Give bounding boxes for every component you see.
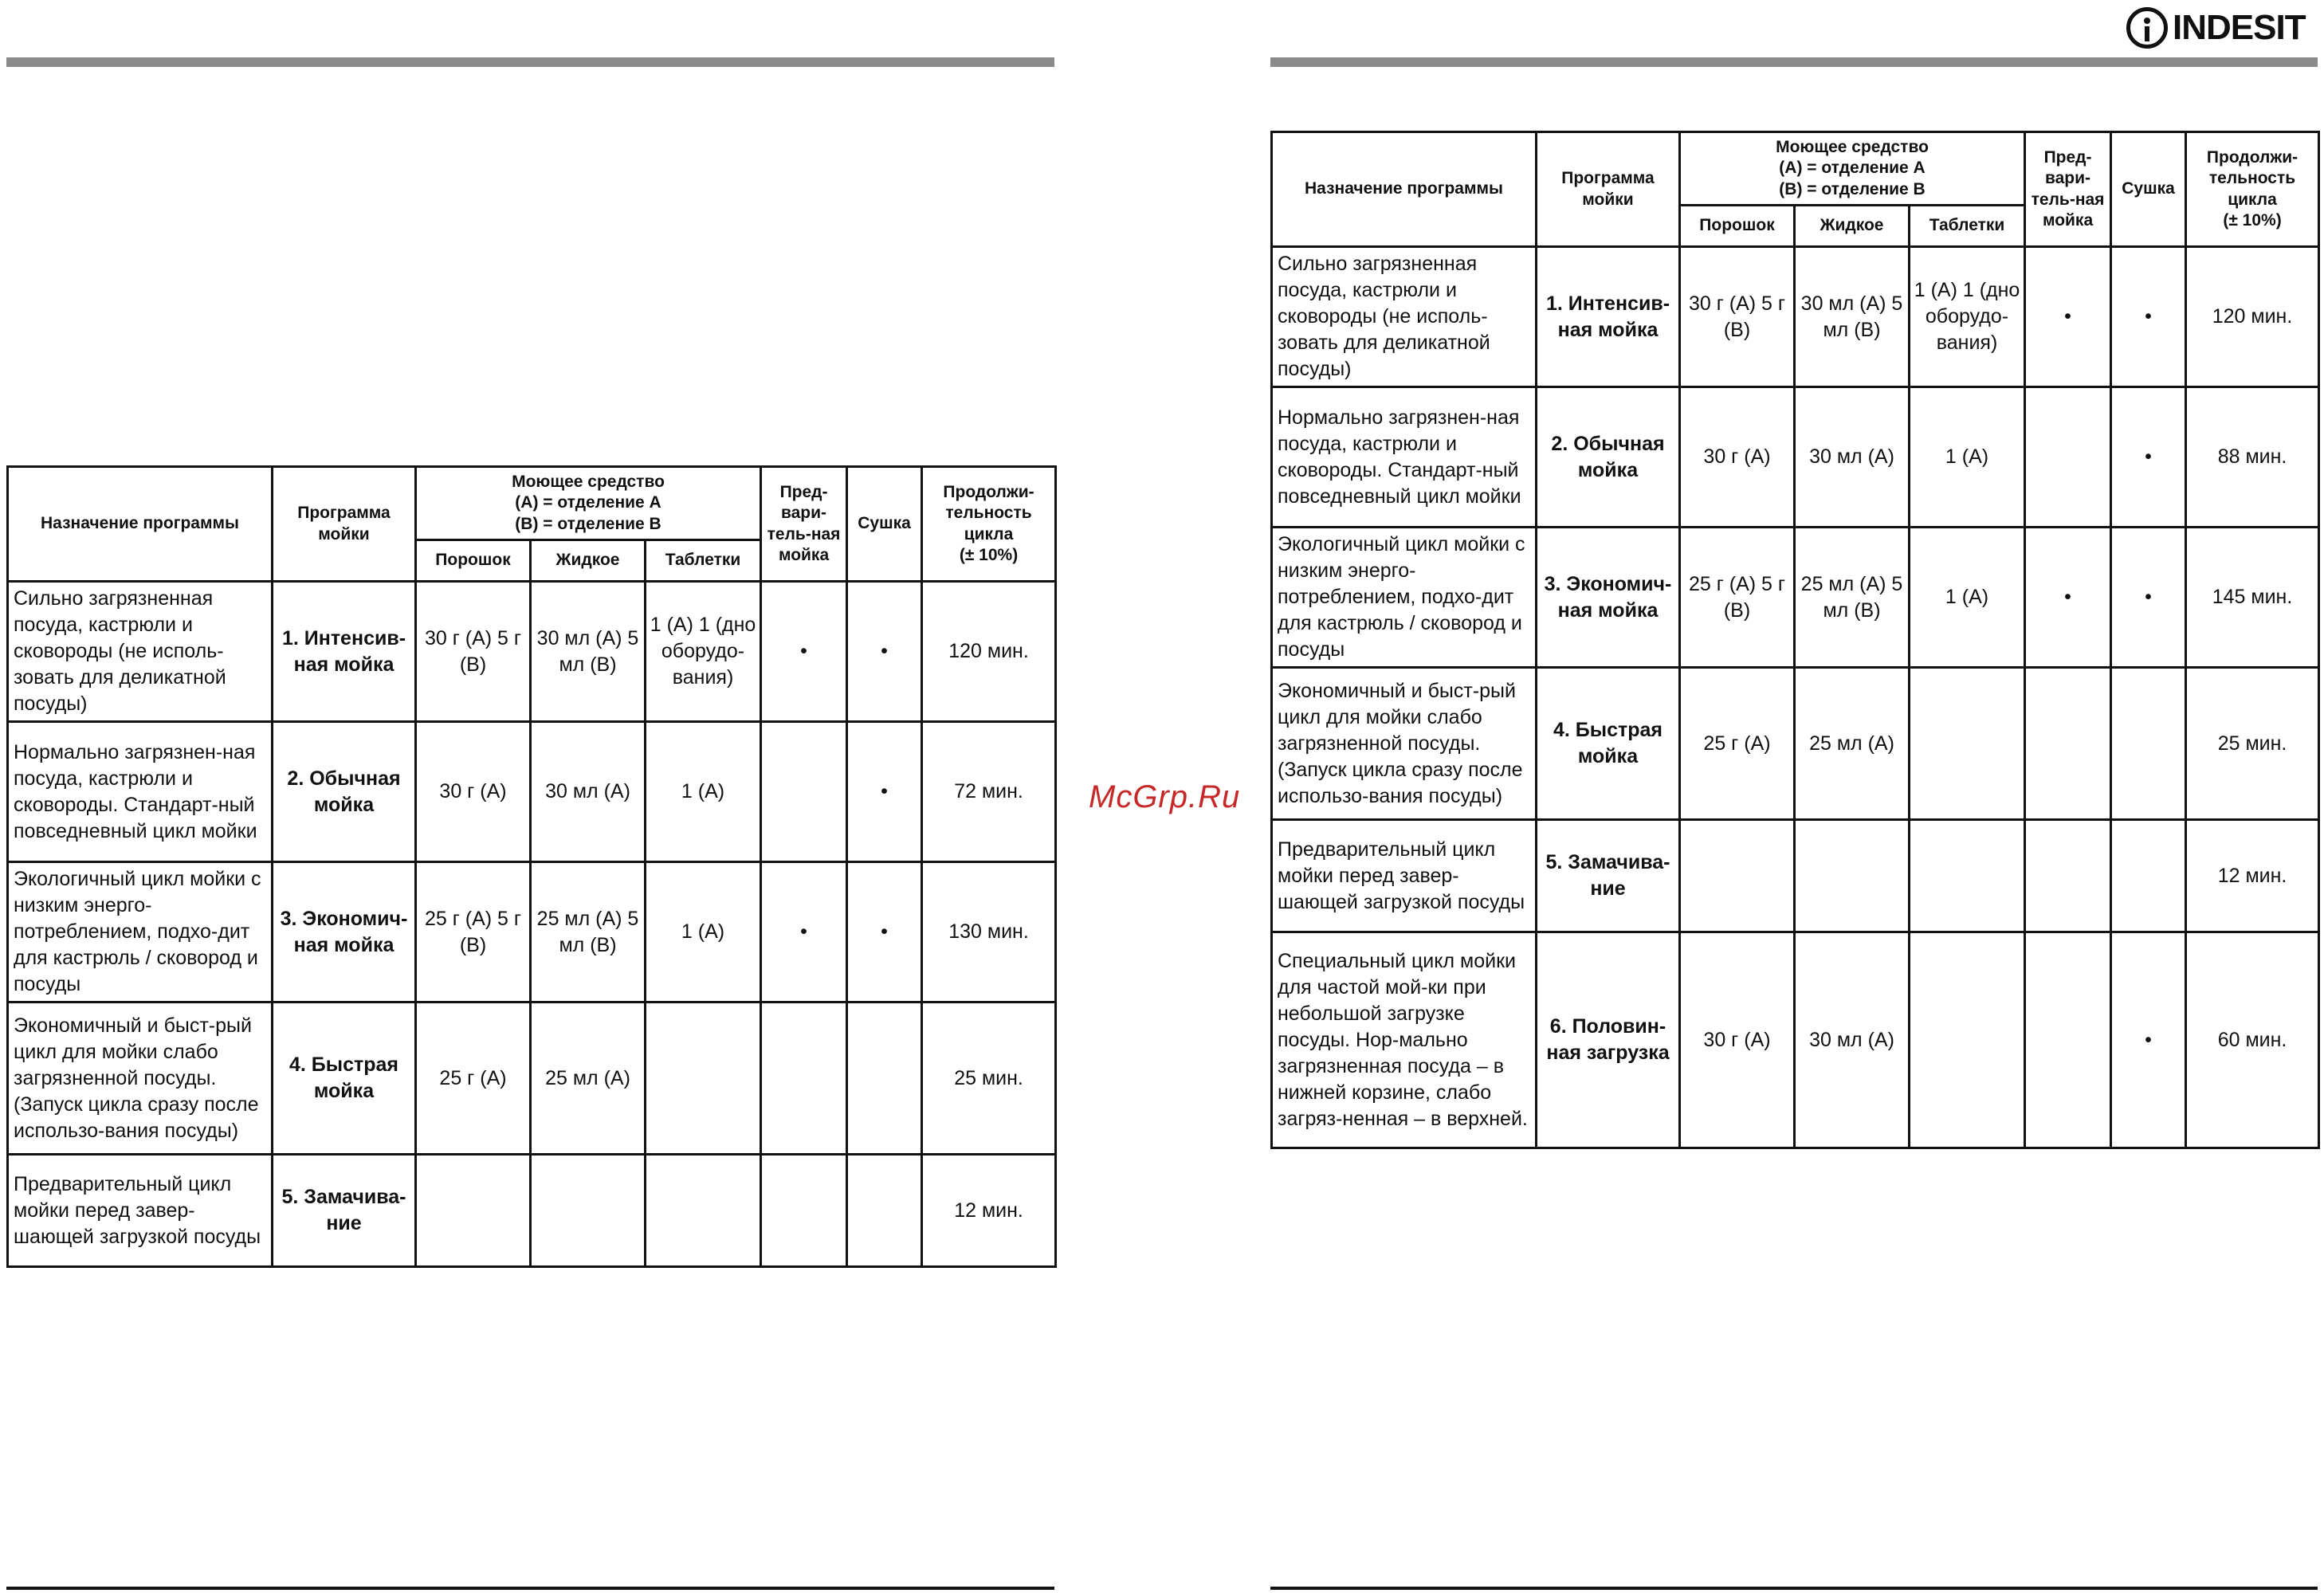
header-detergent-title: Моющее средство: [1776, 138, 1929, 157]
footer-rule-left: [6, 1587, 1054, 1590]
header-purpose: Назначение программы: [1272, 132, 1537, 247]
row-program: 1. Интенсив-ная мойка: [1537, 247, 1680, 387]
row-tablets: [646, 1002, 761, 1155]
header-powder: Порошок: [1680, 206, 1795, 247]
header-rule-right: [1270, 57, 2318, 67]
header-detergent-b: (B) = отделение B: [515, 514, 661, 533]
row-purpose: Экологичный цикл мойки с низким энерго-потреблением, подхо-дит для кастрюль / сковород и посуды: [1272, 528, 1537, 668]
row-tablets: 1 (A): [646, 722, 761, 862]
row-program: 3. Экономич-ная мойка: [1537, 528, 1680, 668]
row-drying: •: [2111, 247, 2186, 387]
row-purpose: Экологичный цикл мойки с низким энерго-потреблением, подхо-дит для кастрюль / сковород и посуды: [8, 862, 273, 1002]
row-tablets: 1 (A) 1 (дно оборудо-вания): [1910, 247, 2025, 387]
table-row: [1272, 668, 2319, 820]
row-program: 2. Обычная мойка: [273, 722, 416, 862]
header-liquid: Жидкое: [531, 540, 646, 582]
watermark: McGrp.Ru: [1089, 779, 1241, 814]
table-row: [1272, 387, 2319, 528]
row-program: 3. Экономич-ная мойка: [273, 862, 416, 1002]
header-detergent-a: (A) = отделение A: [515, 493, 661, 512]
row-tablets: [1910, 668, 2025, 820]
row-drying: [2111, 820, 2186, 932]
row-duration: 25 мин.: [2186, 668, 2319, 820]
row-purpose: Нормально загрязнен-ная посуда, кастрюли и сковороды. Стандарт-ный повседневный цикл мойки: [8, 722, 273, 862]
row-duration: 120 мин.: [2186, 247, 2319, 387]
row-program: 4. Быстрая мойка: [1537, 668, 1680, 820]
row-drying: •: [847, 582, 922, 722]
row-program: 1. Интенсив-ная мойка: [273, 582, 416, 722]
row-powder: [1680, 820, 1795, 932]
row-duration: 12 мин.: [922, 1155, 1056, 1267]
row-purpose: Сильно загрязненная посуда, кастрюли и сковороды (не исполь-зовать для деликатной посуды): [8, 582, 273, 722]
row-prewash: •: [2025, 247, 2111, 387]
row-duration: 25 мин.: [922, 1002, 1056, 1155]
row-powder: [416, 1155, 531, 1267]
table-row: [1272, 528, 2319, 668]
row-powder: 25 г (A) 5 г (B): [1680, 528, 1795, 668]
row-program: 2. Обычная мойка: [1537, 387, 1680, 528]
row-drying: •: [2111, 528, 2186, 668]
header-prewash: Пред-вари-тель-ная мойка: [2025, 132, 2111, 247]
row-prewash: [2025, 387, 2111, 528]
row-duration: 72 мин.: [922, 722, 1056, 862]
table-row: [8, 1155, 1056, 1267]
row-program: 4. Быстрая мойка: [273, 1002, 416, 1155]
row-liquid: [1795, 820, 1910, 932]
row-liquid: 30 мл (A): [531, 722, 646, 862]
row-liquid: 25 мл (A): [1795, 668, 1910, 820]
row-tablets: 1 (A): [646, 862, 761, 1002]
row-program: 5. Замачива-ние: [1537, 820, 1680, 932]
header-program: Программа мойки: [1537, 132, 1680, 247]
row-liquid: 30 мл (A): [1795, 387, 1910, 528]
row-liquid: 25 мл (A): [531, 1002, 646, 1155]
header-drying: Сушка: [2111, 132, 2186, 247]
row-liquid: [531, 1155, 646, 1267]
row-liquid: 30 мл (A) 5 мл (B): [1795, 247, 1910, 387]
row-prewash: [2025, 932, 2111, 1148]
row-purpose: Предварительный цикл мойки перед завер-шающей загрузкой посуды: [8, 1155, 273, 1267]
row-prewash: [2025, 668, 2111, 820]
indesit-logo: [2126, 3, 2318, 53]
header-drying: Сушка: [847, 467, 922, 582]
row-duration: 120 мин.: [922, 582, 1056, 722]
row-purpose: Экономичный и быст-рый цикл для мойки слабо загрязненной посуды. (Запуск цикла сразу после использо-вания посуды): [1272, 668, 1537, 820]
row-drying: •: [847, 862, 922, 1002]
header-duration: [922, 467, 1056, 582]
row-powder: 30 г (A) 5 г (B): [416, 582, 531, 722]
table-row: [8, 582, 1056, 722]
row-duration: 60 мин.: [2186, 932, 2319, 1148]
header-powder: Порошок: [416, 540, 531, 582]
row-tablets: 1 (A): [1910, 528, 2025, 668]
header-detergent: [416, 467, 761, 540]
header-prewash: Пред-вари-тель-ная мойка: [761, 467, 847, 582]
header-duration: [2186, 132, 2319, 247]
header-detergent: [1680, 132, 2025, 206]
row-duration: 12 мин.: [2186, 820, 2319, 932]
program-table-right: [1270, 131, 2320, 1149]
table-row: [8, 862, 1056, 1002]
row-duration: 145 мин.: [2186, 528, 2319, 668]
header-duration-tolerance: (± 10%): [2223, 210, 2282, 230]
row-tablets: [1910, 820, 2025, 932]
row-powder: 30 г (A) 5 г (B): [1680, 247, 1795, 387]
row-liquid: 25 мл (A) 5 мл (B): [531, 862, 646, 1002]
row-purpose: Специальный цикл мойки для частой мой-ки при небольшой загрузке посуды. Нор-мально загрязненная посуда – в нижней корзине, слабо загряз-ненная – в верхней.: [1272, 932, 1537, 1148]
row-drying: [847, 1002, 922, 1155]
row-liquid: 30 мл (A) 5 мл (B): [531, 582, 646, 722]
header-detergent-b: (B) = отделение B: [1779, 179, 1926, 198]
table-row: [1272, 932, 2319, 1148]
table-row: [1272, 820, 2319, 932]
header-detergent-a: (A) = отделение A: [1779, 159, 1926, 178]
table-row: [8, 722, 1056, 862]
row-powder: 25 г (A): [416, 1002, 531, 1155]
row-prewash: [761, 1155, 847, 1267]
header-detergent-title: Моющее средство: [512, 473, 665, 492]
table-row: [1272, 247, 2319, 387]
row-tablets: [1910, 932, 2025, 1148]
header-liquid: Жидкое: [1795, 206, 1910, 247]
row-powder: 25 г (A) 5 г (B): [416, 862, 531, 1002]
row-prewash: [761, 1002, 847, 1155]
row-drying: •: [847, 722, 922, 862]
row-liquid: 30 мл (A): [1795, 932, 1910, 1148]
logo-text: INDESIT: [2173, 8, 2306, 47]
row-powder: 30 г (A): [416, 722, 531, 862]
row-program: 5. Замачива-ние: [273, 1155, 416, 1267]
header-program: Программа мойки: [273, 467, 416, 582]
row-tablets: 1 (A) 1 (дно оборудо-вания): [646, 582, 761, 722]
row-purpose: Сильно загрязненная посуда, кастрюли и сковороды (не исполь-зовать для деликатной посуды): [1272, 247, 1537, 387]
row-purpose: Экономичный и быст-рый цикл для мойки слабо загрязненной посуды. (Запуск цикла сразу после использо-вания посуды): [8, 1002, 273, 1155]
row-program: 6. Половин-ная загрузка: [1537, 932, 1680, 1148]
table-row: [8, 1002, 1056, 1155]
header-duration-title: Продолжи-тельность цикла: [943, 483, 1034, 543]
header-tablets: Таблетки: [646, 540, 761, 582]
row-prewash: [2025, 820, 2111, 932]
row-drying: [847, 1155, 922, 1267]
row-drying: •: [2111, 387, 2186, 528]
row-prewash: •: [761, 582, 847, 722]
row-tablets: [646, 1155, 761, 1267]
header-duration-title: Продолжи-тельность цикла: [2206, 148, 2298, 209]
header-tablets: Таблетки: [1910, 206, 2025, 247]
header-purpose: Назначение программы: [8, 467, 273, 582]
row-purpose: Предварительный цикл мойки перед завер-шающей загрузкой посуды: [1272, 820, 1537, 932]
row-drying: •: [2111, 932, 2186, 1148]
row-liquid: 25 мл (A) 5 мл (B): [1795, 528, 1910, 668]
row-powder: 30 г (A): [1680, 387, 1795, 528]
program-table-left: [6, 465, 1057, 1268]
indesit-logo-icon: [2126, 7, 2168, 49]
row-duration: 88 мин.: [2186, 387, 2319, 528]
row-prewash: [761, 722, 847, 862]
row-powder: 30 г (A): [1680, 932, 1795, 1148]
row-powder: 25 г (A): [1680, 668, 1795, 820]
row-duration: 130 мин.: [922, 862, 1056, 1002]
row-drying: [2111, 668, 2186, 820]
header-duration-tolerance: (± 10%): [959, 545, 1019, 564]
footer-rule-right: [1270, 1587, 2318, 1590]
row-tablets: 1 (A): [1910, 387, 2025, 528]
row-purpose: Нормально загрязнен-ная посуда, кастрюли и сковороды. Стандарт-ный повседневный цикл мойки: [1272, 387, 1537, 528]
row-prewash: •: [761, 862, 847, 1002]
row-prewash: •: [2025, 528, 2111, 668]
header-rule-left: [6, 57, 1054, 67]
